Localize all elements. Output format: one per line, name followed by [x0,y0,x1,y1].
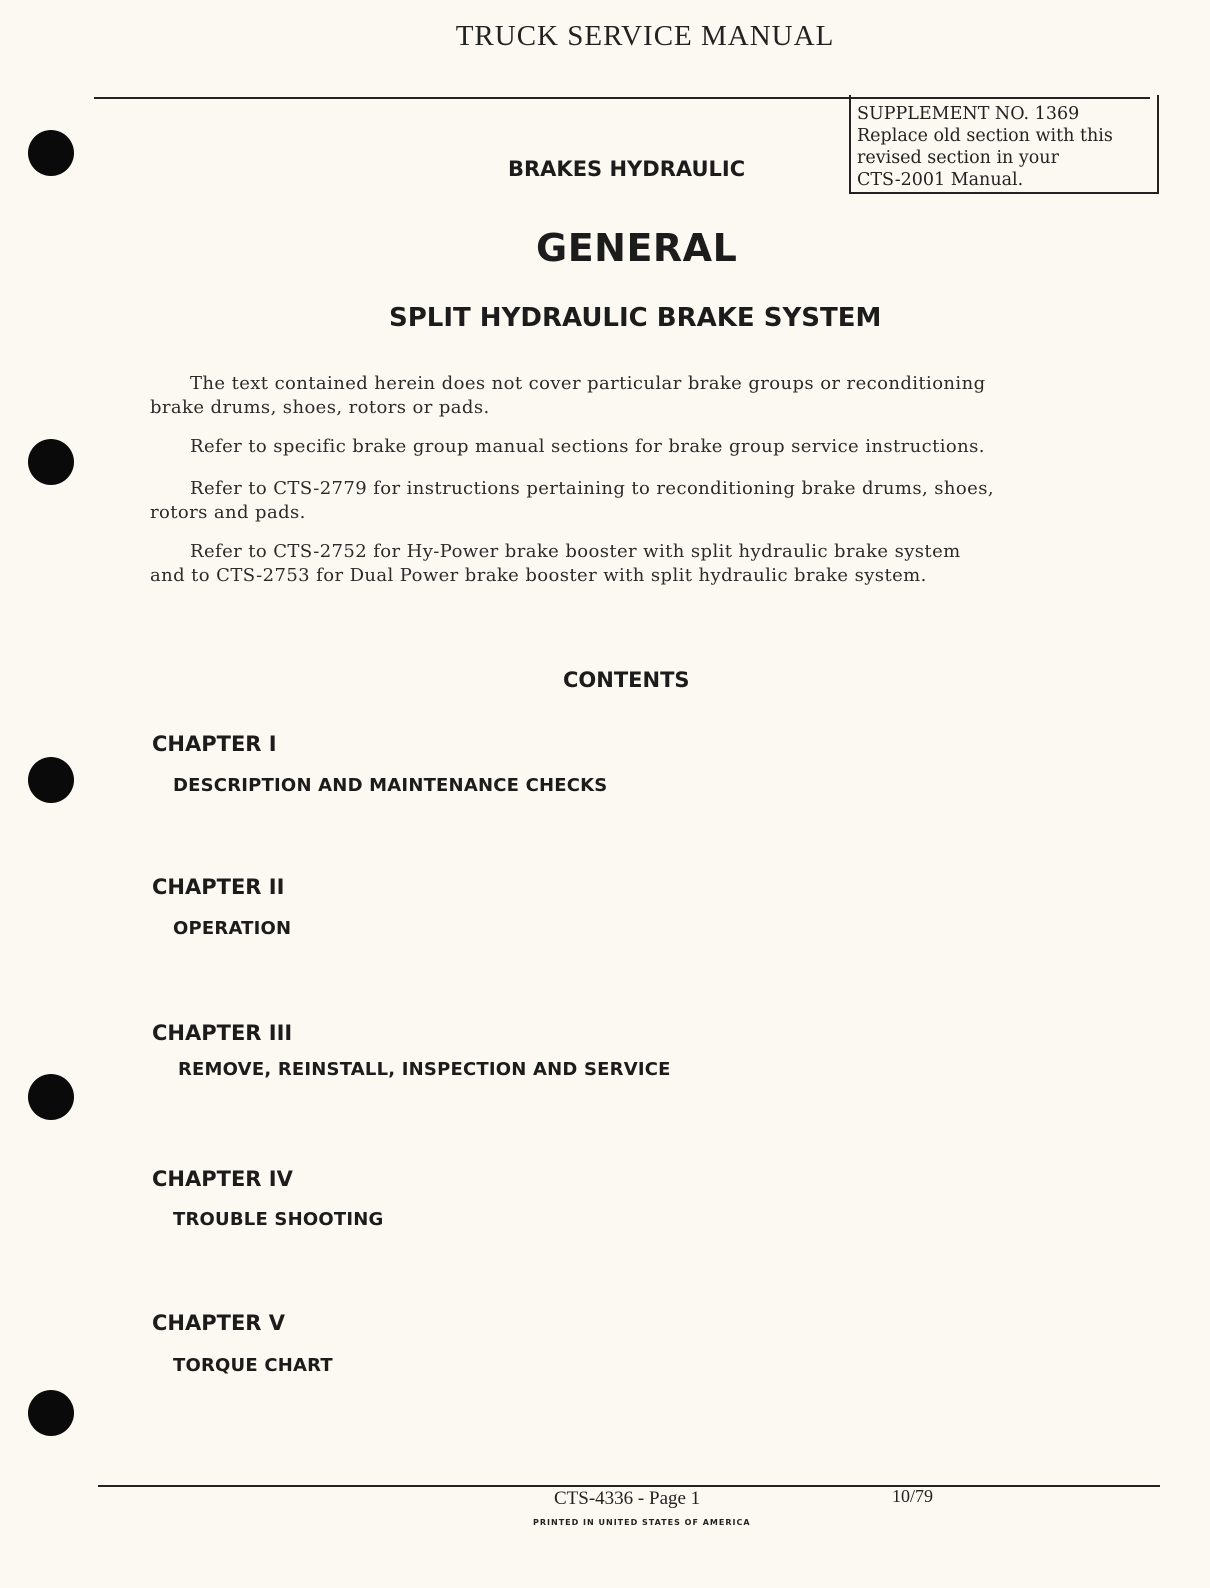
chapter-label: CHAPTER I [152,732,277,756]
binder-hole [28,757,74,803]
supplement-notice [849,95,1159,194]
chapter-label: CHAPTER V [152,1311,286,1335]
chapter-title: TROUBLE SHOOTING [173,1209,384,1230]
binder-hole [28,1074,74,1120]
chapter-label: CHAPTER IV [152,1167,293,1191]
chapter-title: REMOVE, REINSTALL, INSPECTION AND SERVICE [178,1059,671,1080]
intro-paragraph [150,435,1070,459]
chapter-label: CHAPTER III [152,1021,293,1045]
chapter-title: DESCRIPTION AND MAINTENANCE CHECKS [173,775,608,796]
page-number: CTS-4336 - Page 1 [554,1488,701,1509]
paragraph-line: Refer to CTS-2752 for Hy-Power brake booster with split hydraulic brake system [190,541,961,562]
intro-paragraph [150,477,1070,525]
chapter-title: OPERATION [173,918,292,939]
manual-title: TRUCK SERVICE MANUAL [455,20,835,52]
paragraph-line: The text contained herein does not cover particular brake groups or reconditioning [190,373,986,394]
printed-in-notice: PRINTED IN UNITED STATES OF AMERICA [533,1518,751,1527]
paragraph-line: rotors and pads. [150,502,306,523]
paragraph-line: Refer to specific brake group manual sections for brake group service instructions. [190,436,985,457]
chapter-title: TORQUE CHART [173,1355,333,1376]
contents-heading: CONTENTS [563,668,690,692]
supplement-number: SUPPLEMENT NO. 1369 [857,104,1080,124]
page-title: GENERAL [536,226,738,270]
revision-date: 10/79 [892,1486,934,1506]
section-label: BRAKES HYDRAULIC [508,157,746,181]
binder-hole [28,439,74,485]
paragraph-line: brake drums, shoes, rotors or pads. [150,397,490,418]
supplement-instruction-line: revised section in your [857,148,1059,168]
page-subtitle: SPLIT HYDRAULIC BRAKE SYSTEM [389,303,882,333]
paragraph-line: and to CTS-2753 for Dual Power brake booster with split hydraulic brake system. [150,565,927,586]
intro-paragraph [150,372,1070,420]
chapter-label: CHAPTER II [152,875,285,899]
binder-hole [28,130,74,176]
intro-paragraph [150,540,1070,588]
paragraph-line: Refer to CTS-2779 for instructions pertaining to reconditioning brake drums, shoes, [190,478,994,499]
supplement-instruction-line: Replace old section with this [857,126,1113,146]
supplement-manual-ref: CTS-2001 Manual. [857,170,1024,190]
binder-hole [28,1390,74,1436]
footer-rule [98,1485,1160,1487]
